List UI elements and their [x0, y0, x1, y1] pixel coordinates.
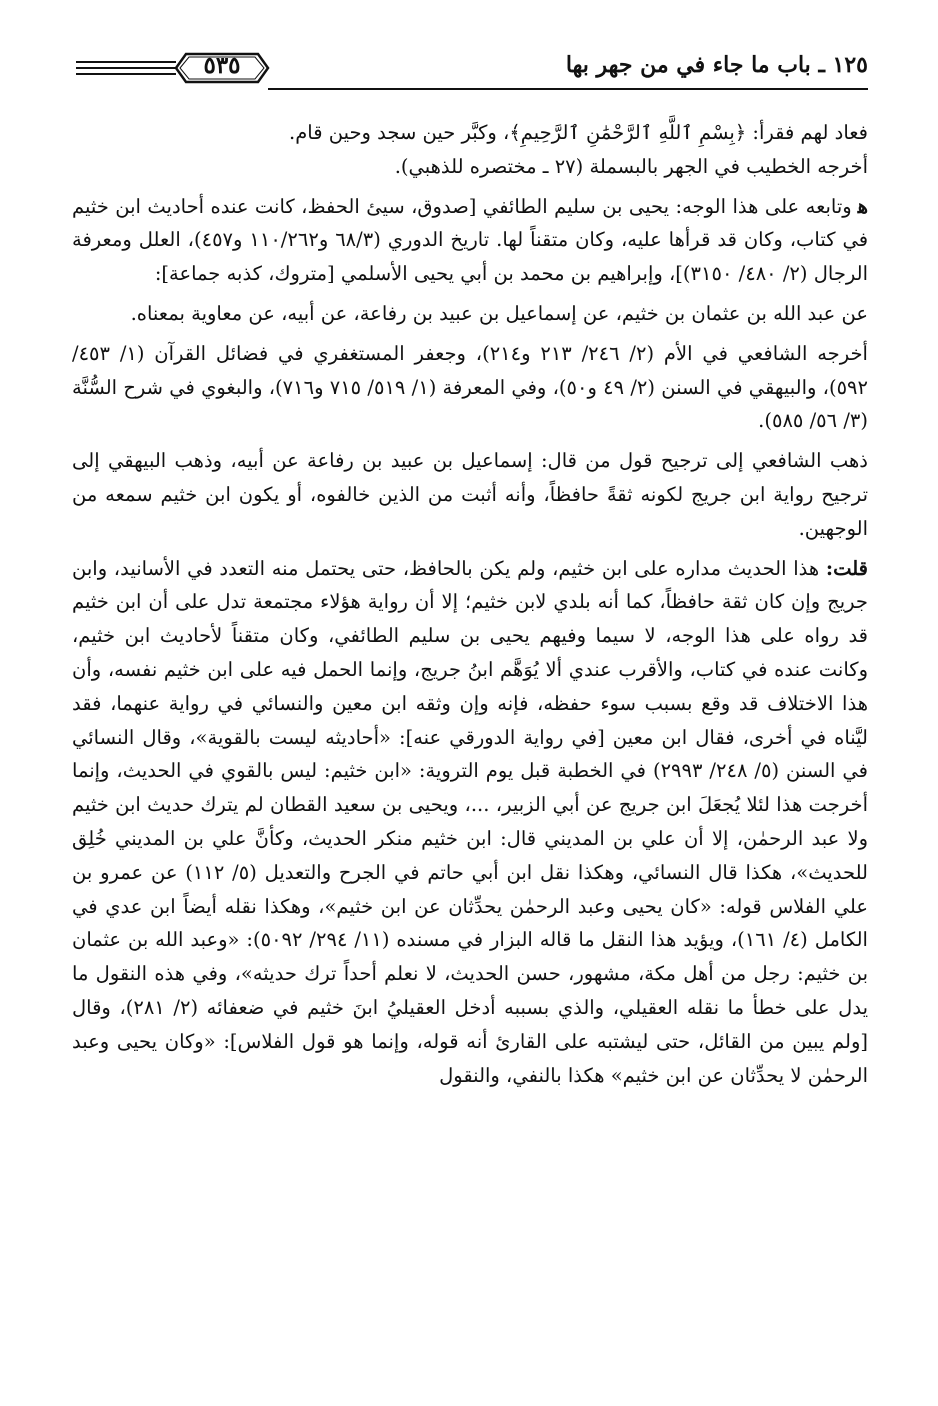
paragraph: عن عبد الله بن عثمان بن خثيم، عن إسماعيل بن عبيد بن رفاعة، عن أبيه، عن معاوية بمعناه. — [130, 301, 868, 325]
lead-word: قلت: — [825, 556, 868, 580]
paragraph: فعاد لهم فقرأ: ﴿بِسْمِ ٱللَّهِ ٱلرَّحْمَٰنِ ٱلرَّحِيمِ﴾، وكبَّر حين سجد وحين قام. — [289, 121, 868, 144]
page-number-ornament — [72, 48, 312, 88]
paragraph: ذهب الشافعي إلى ترجيح قول من قال: إسماعيل بن عبيد بن رفاعة عن أبيه، وذهب البيهقي إلى ترجيح رواية ابن جريج لكونه ثقةً حافظاً، وأنه أثبت من الذين خالفوه، أو يكون ابن خثيم سمعه من الوجهين. — [72, 449, 868, 540]
chapter-title: ١٢٥ ـ باب ما جاء في من جهر بها — [565, 52, 868, 78]
header-rule — [268, 88, 868, 90]
page-header — [72, 42, 868, 94]
paragraph: قلت: هذا الحديث مداره على ابن خثيم، ولم يكن بالحافظ، حتى يحتمل منه التعدد في الأسانيد، وابن جريج وإن كان ثقة حافظاً، كما أنه بلدي لابن خثيم؛ إلا أن رواية هؤلاء مجتمعة تدل على أن ابن خثيم قد رواه على هذا الوجه، لا سيما وفيهم يحيى بن سليم الطائفي، وكان متقناً لأحاديث ابن خثيم، وكانت عنده في كتاب، والأقرب عندي ألا يُوَهَّم ابنُ جريج، وإنما الحمل فيه على ابن خثيم نفسه، وأن هذا الاختلاف قد وقع بسبب سوء حفظه، فإنه وإن وثقه ابن معين والنسائي في رواية عنهما، فقد ليَّناه في أخرى، فقال ابن معين [في رواية الدورقي عنه]: «أحاديثه ليست بالقوية»، وقال النسائي في السنن (٥/ ٢٤٨/ ٢٩٩٣) في الخطبة قبل يوم التروية: «ابن خثيم: ليس بالقوي في الحديث، وإنما أخرجت هذا لئلا يُجعَلَ ابن جريج عن أبي الزبير، ...، ويحيى بن سعيد القطان لم يترك حديث ابن خثيم ولا عبد الرحمٰن، إلا أن علي بن المديني قال: ابن خثيم منكر الحديث، وكأنَّ علي بن المديني خُلِق للحديث»، هكذا قال النسائي، وهكذا نقل ابن أبي حاتم في الجرح والتعديل (٥/ ١١٢) عن عمرو بن علي الفلاس قوله: «كان يحيى وعبد الرحمٰن يحدِّثان عن ابن خثيم»، وهكذا نقله أيضاً ابن عدي في الكامل (٤/ ١٦١)، ويؤيد هذا النقل ما قاله البزار في مسنده (١١/ ٢٩٤/ ٥٠٩٢): «وعبد الله بن عثمان بن خثيم: رجل من أهل مكة، مشهور، حسن الحديث، لا نعلم أحداً ترك حديثه»، وفي هذه النقول ما يدل على خطأ ما نقله العقيلي، والذي بسببه أدخل العقيليُ ابنَ خثيم في ضعفائه (٢/ ٢٨١)، وقال [ولم يبين من القائل، حتى ليشتبه على القارئ أنه قوله، وإنما هو قول الفلاس]: «وكان يحيى وعبد الرحمٰن لا يحدِّثان عن ابن خثيم» هكذا بالنفي، والنقول — [72, 556, 868, 1087]
body-text — [72, 116, 868, 1092]
paragraph: أخرجه الشافعي في الأم (٢/ ٢٤٦/ ٢١٣ و٢١٤)، وجعفر المستغفري في فضائل القرآن (١/ ٤٥٣/ ٥٩٢)، والبيهقي في السنن (٢/ ٤٩ و٥٠)، وفي المعرفة (١/ ٥١٩/ ٧١٥ و٧١٦)، والبغوي في شرح السُّنَّة (٣/ ٥٦/ ٥٨٥). — [72, 341, 868, 433]
paragraph: أخرجه الخطيب في الجهر بالبسملة (٢٧ ـ مختصره للذهبي). — [394, 154, 868, 178]
page-number: ٥٣٥ — [203, 52, 241, 79]
bullet-mark: ﻫ — [857, 194, 868, 218]
paragraph: ﻫوتابعه على هذا الوجه: يحيى بن سليم الطائفي [صدوق، سيئ الحفظ، كانت عنده أحاديث ابن خثيم في كتاب، وكان قد قرأها عليه، وكان متقناً لها. تاريخ الدوري (٦٨/٣ و١١٠/٢٦٢ و٤٥٧)، العلل ومعرفة الرجال (٢/ ٤٨٠/ ٣١٥٠)]، وإبراهيم بن محمد بن أبي يحيى الأسلمي [متروك، كذبه جماعة]: — [72, 194, 869, 286]
